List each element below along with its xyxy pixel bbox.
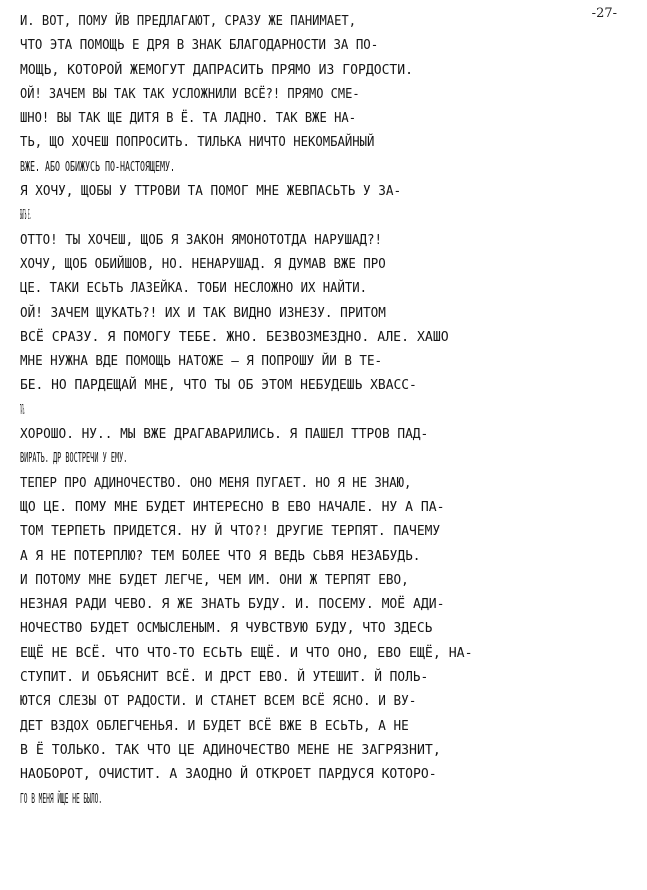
handwritten-line: ТАТЬ. [20, 402, 26, 418]
handwritten-line: Я ХОЧУ, ЩОБЫ У ТТРОВИ ТА ПОМОГ МНЕ ЖЕВПАСЬТЬ У ЗА- [20, 184, 402, 200]
handwritten-line: НОЧЕСТВО БУДЕТ ОСМЫСЛЕНЫМ. Я ЧУВСТВУЮ БУДУ, ЧТО ЗДЕСЬ [20, 621, 433, 637]
handwritten-line: ТЬ, ЩО ХОЧЕШ ПОПРОСИТЬ. ТИЛЬКА НИЧТО НЕКОМБАЙНЫЙ [20, 135, 375, 151]
handwritten-line: ХОЧУ, ЩОБ ОБИЙШОВ, НО. НЕНАРУШАД. Я ДУМАВ ВЖЕ ПРО [20, 256, 386, 272]
handwritten-line: ГО В МЕНЯ ЙЩЕ НЕ БЫЛО. [20, 791, 103, 807]
handwritten-line: И ПОТОМУ МНЕ БУДЕТ ЛЕГЧЕ, ЧЕМ ИМ. ОНИ Ж ТЕРПЯТ ЕВО, [20, 572, 409, 588]
handwritten-line: ВСЁ СРАЗУ. Я ПОМОГУ ТЕБЕ. ЖНО. БЕЗВОЗМЕЗДНО. АЛЕ. ХАШО [20, 329, 449, 345]
handwritten-line: НАОБОРОТ, ОЧИСТИТ. А ЗАОДНО Й ОТКРОЕТ ПАРДУСЯ КОТОРО- [20, 767, 437, 783]
handwritten-line: ВИРАТЬ. ДР ВОСТРЕЧИ У ЕМУ. [20, 451, 128, 467]
handwritten-line: ОЙ! ЗАЧЕМ ЩУКАТЬ?! ИХ И ТАК ВИДНО ИЗНЕЗУ. ПРИТОМ [20, 305, 386, 321]
handwritten-line: МНЕ НУЖНА ВДЕ ПОМОЩЬ НАТОЖЕ — Я ПОПРОШУ ЙИ В ТЕ- [20, 354, 383, 370]
handwritten-line: В Ё ТОЛЬКО. ТАК ЧТО ЦЕ АДИНОЧЕСТВО МЕНЕ НЕ ЗАГРЯЗНИТ, [20, 742, 441, 758]
handwritten-line: И. ВОТ, ПОМУ ЙВ ПРЕДЛАГАЮТ, СРАЗУ ЖЕ ПАНИМАЕТ, [20, 14, 357, 29]
handwritten-line: НЕЗНАЯ РАДИ ЧЕВО. Я ЖЕ ЗНАТЬ БУДУ. И. ПОСЕМУ. МОЁ АДИ- [20, 597, 445, 613]
handwritten-line: ЧТО ЭТА ПОМОЩЬ Е ДРЯ В ЗНАК БЛАГОДАРНОСТИ ЗА ПО- [20, 38, 379, 54]
handwritten-line: СТУПИТ. И ОБЪЯСНИТ ВСЁ. И ДРСТ ЕВО. Й УТЕШИТ. Й ПОЛЬ- [20, 670, 429, 686]
handwritten-line: ТОМ ТЕРПЕТЬ ПРИДЕТСЯ. НУ Й ЧТО?! ДРУГИЕ ТЕРПЯТ. ПАЧЕМУ [20, 524, 441, 540]
handwritten-line: БЫТЬ Е. [20, 208, 32, 224]
handwritten-line: ЩО ЦЕ. ПОМУ МНЕ БУДЕТ ИНТЕРЕСНО В ЕВО НАЧАЛЕ. НУ А ПА- [20, 499, 445, 515]
handwritten-line: А Я НЕ ПОТЕРПЛЮ? ТЕМ БОЛЕЕ ЧТО Я ВЕДЬ СЬВЯ НЕЗАБУДЬ. [20, 548, 421, 564]
handwritten-line: ЮТСЯ СЛЕЗЫ ОТ РАДОСТИ. И СТАНЕТ ВСЕМ ВСЁ ЯСНО. И ВУ- [20, 694, 417, 710]
handwritten-line: ЦЕ. ТАКИ ЕСЬТЬ ЛАЗЕЙКА. ТОБИ НЕСЛОЖНО ИХ НАЙТИ. [20, 281, 368, 297]
handwritten-line: ЕЩЁ НЕ ВСЁ. ЧТО ЧТО-ТО ЕСЬТЬ ЕЩЁ. И ЧТО ОНО, ЕВО ЕЩЁ, НА- [20, 645, 473, 661]
handwritten-text-block [20, 10, 620, 812]
handwritten-line: ОЙ! ЗАЧЕМ ВЫ ТАК ТАК УСЛОЖНИЛИ ВСЁ?! ПРЯМО СМЕ- [20, 86, 360, 102]
handwritten-line: МОЩЬ, КОТОРОЙ ЖЕМОГУТ ДАПРАСИТЬ ПРЯМО ИЗ ГОРДОСТИ. [20, 62, 414, 78]
page-number: -27- [591, 6, 617, 21]
handwritten-line: ШНО! ВЫ ТАК ЩЕ ДИТЯ В Ё. ТА ЛАДНО. ТАК ВЖЕ НА- [20, 111, 357, 127]
handwritten-line: ТЕПЕР ПРО АДИНОЧЕСТВО. ОНО МЕНЯ ПУГАЕТ. НО Я НЕ ЗНАЮ, [20, 475, 412, 491]
handwritten-line: ХОРОШО. НУ.. МЫ ВЖЕ ДРАГАВАРИЛИСЬ. Я ПАШЕЛ ТТРОВ ПАД- [20, 427, 429, 443]
handwritten-line: БЕ. НО ПАРДЕЩАЙ МНЕ, ЧТО ТЫ ОБ ЭТОМ НЕБУДЕШЬ ХВАСС- [20, 378, 417, 394]
handwritten-line: ВЖЕ. АБО ОБИЖУСЬ ПО-НАСТОЯЩЕМУ. [20, 159, 176, 175]
handwritten-line: ДЕТ ВЗДОХ ОБЛЕГЧЕНЬЯ. И БУДЕТ ВСЁ ВЖЕ В ЕСЬТЬ, А НЕ [20, 718, 409, 734]
handwritten-line: ОТТО! ТЫ ХОЧЕШ, ЩОБ Я ЗАКОН ЯМОНОТОТДА НАРУШАД?! [20, 232, 383, 248]
